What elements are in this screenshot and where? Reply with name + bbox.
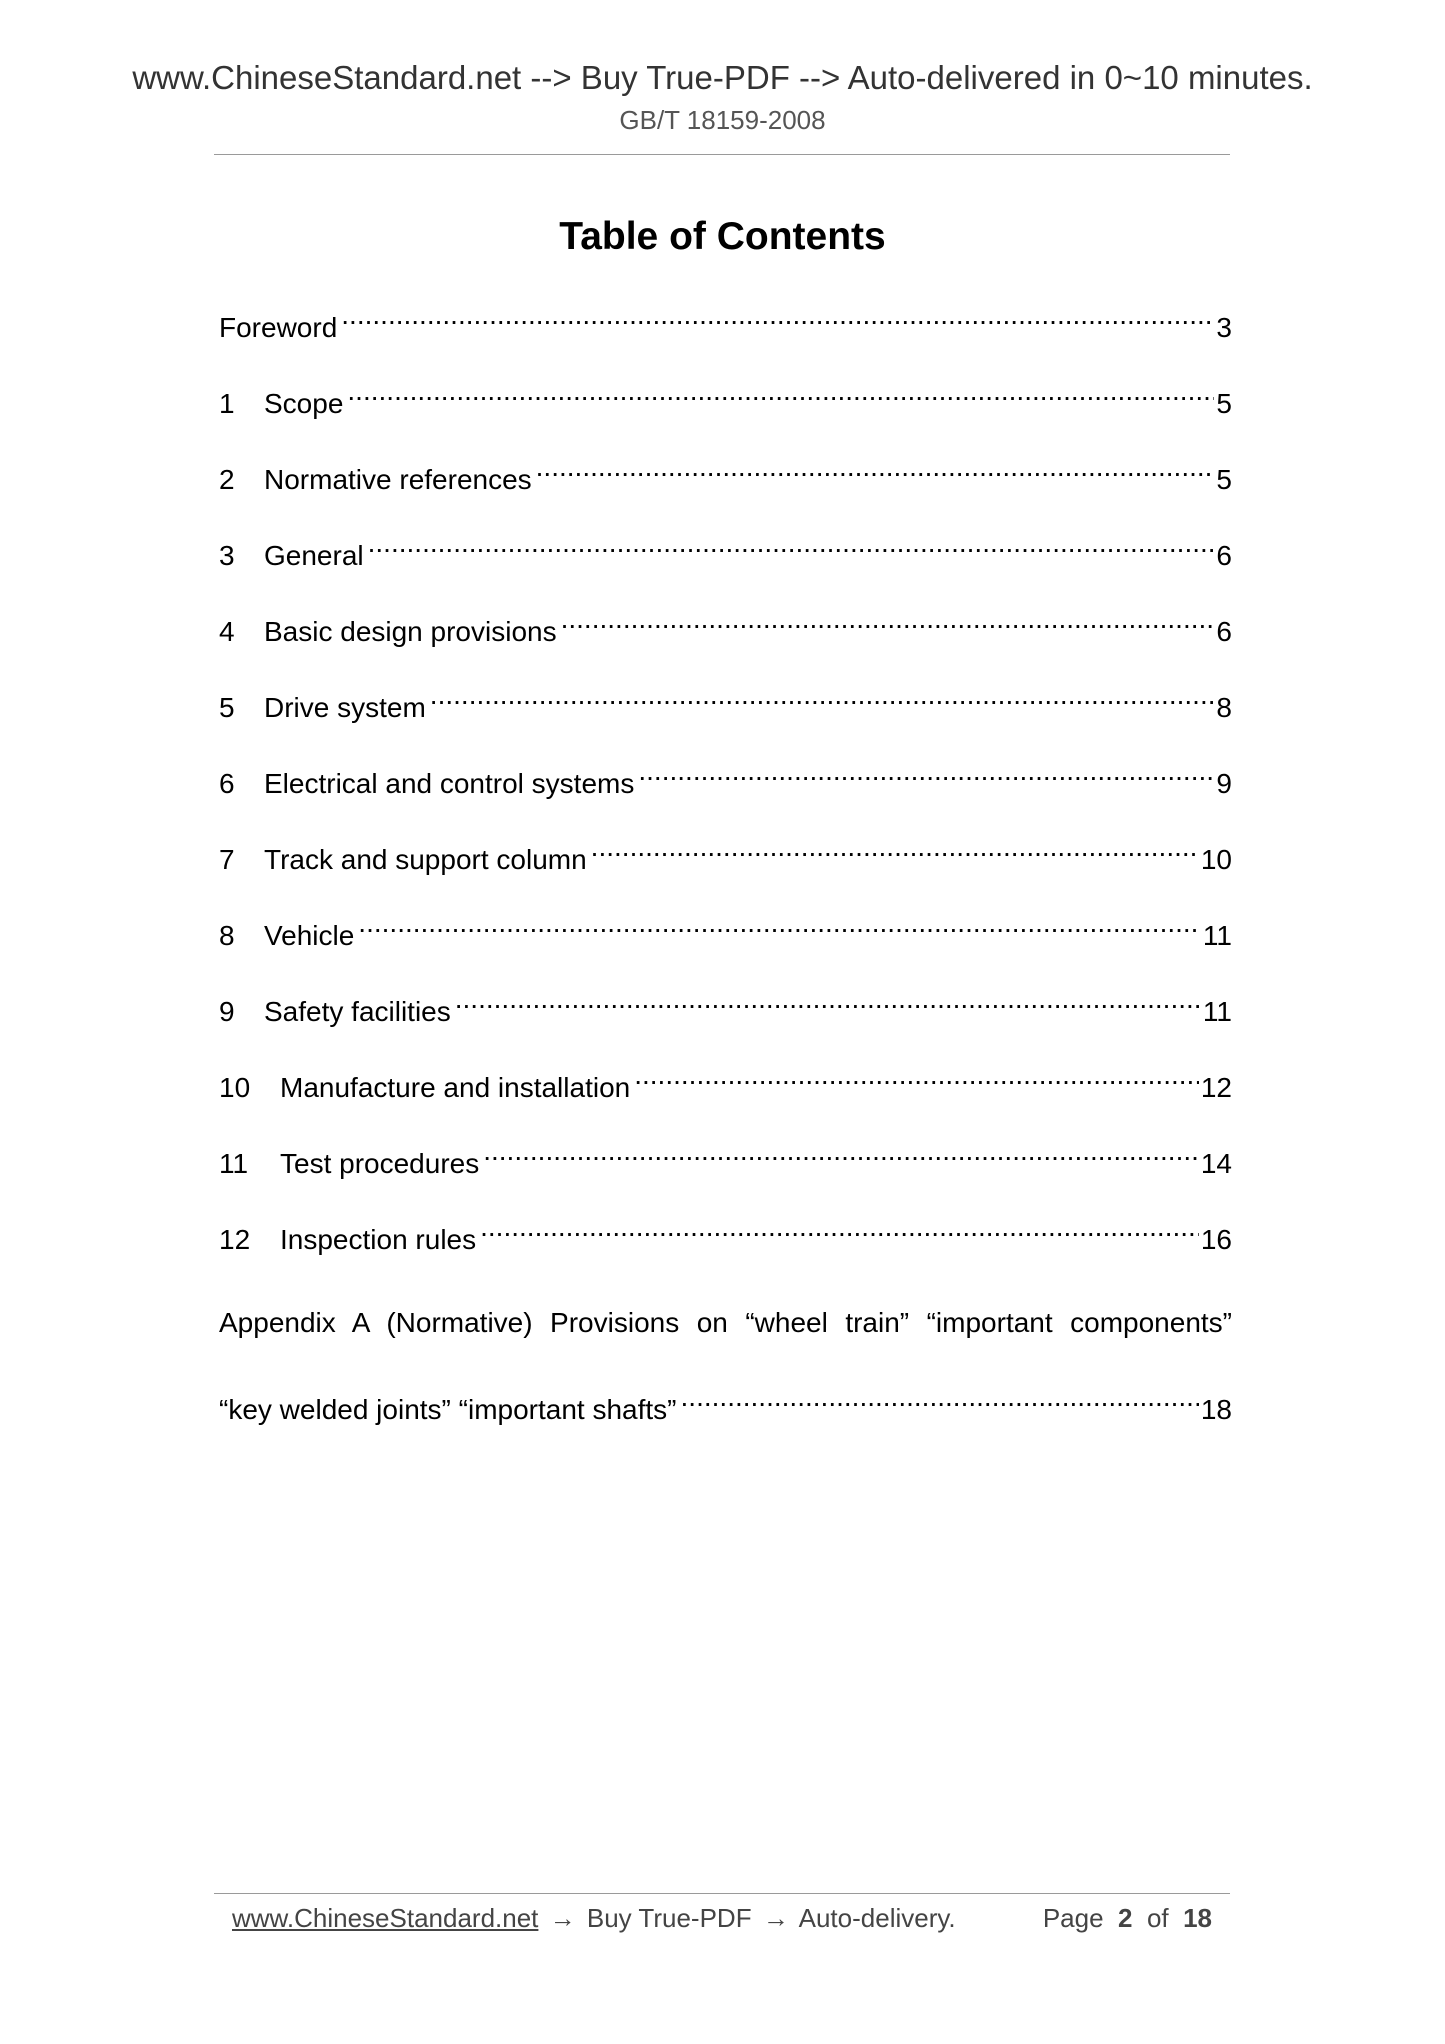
toc-entry-label: Basic design provisions [264,616,557,647]
toc-entry-label: Scope [264,388,344,419]
toc-entry-page: 3 [1216,312,1232,343]
toc-entry-number: 6 [219,768,235,799]
page-title: Table of Contents [559,215,886,258]
toc-entry[interactable] [219,601,1232,647]
toc-appendix-title[interactable]: Appendix A (Normative) Provisions on “wheel train” “important components” [219,1307,1232,1338]
toc-entry-appendix[interactable] [219,1379,1232,1425]
toc-entry-label: Drive system [264,692,426,723]
toc-leader-dots [368,525,1215,565]
toc-entry-number: 4 [219,616,235,647]
toc-entry-number: 12 [219,1224,251,1255]
toc-entry-label: Manufacture and installation [280,1072,631,1103]
toc-leader-dots [347,373,1214,413]
footer-divider [214,1893,1230,1894]
toc-entry-page: 18 [1200,1394,1232,1425]
toc-leader-dots [561,601,1215,641]
current-page: 2 [1118,1903,1133,1933]
toc-entry-number: 1 [219,388,235,419]
toc-entry-label: Track and support column [264,844,587,875]
footer-buy-text: Buy True-PDF [586,1903,752,1933]
toc-leader-dots [681,1379,1199,1419]
toc-entry[interactable] [219,1209,1232,1255]
page-footer [232,1898,1212,1938]
toc-entry-page: 5 [1216,388,1232,419]
toc-entry[interactable] [219,829,1232,875]
toc-entry[interactable] [219,677,1232,723]
page-of-word: of [1146,1903,1169,1933]
toc-entry-number: 9 [219,996,235,1027]
footer-delivery-text: Auto-delivery. [798,1903,956,1933]
toc-entry-number: 10 [219,1072,251,1103]
toc-entry-number: 11 [219,1148,249,1179]
toc-entry-page: 14 [1200,1148,1232,1179]
toc-leader-dots [536,449,1215,489]
toc-entry-page: 16 [1200,1224,1232,1255]
toc-entry-page: 9 [1216,768,1232,799]
toc-leader-dots [638,753,1214,793]
page-word: Page [1042,1903,1104,1933]
toc-leader-dots [358,905,1201,945]
toc-entry-number: 3 [219,540,235,571]
toc-entry[interactable] [219,525,1232,571]
toc-entry-label: General [264,540,364,571]
toc-entry-page: 8 [1216,692,1232,723]
toc-entry-label: Normative references [264,464,532,495]
toc-entry-number: 5 [219,692,235,723]
toc-entry-page: 12 [1200,1072,1232,1103]
toc-entry-page: 6 [1216,540,1232,571]
toc-entry-page: 11 [1202,996,1232,1027]
toc-entry[interactable] [219,981,1232,1027]
footer-site-link[interactable]: www.ChineseStandard.net [232,1903,539,1933]
toc-entry-label: Electrical and control systems [264,768,635,799]
toc-entry[interactable] [219,905,1232,951]
toc-leader-dots [591,829,1199,869]
footer-promo [232,1898,956,1938]
standard-number: GB/T 18159-2008 [619,105,826,135]
toc-entry[interactable] [219,753,1232,799]
right-arrow-icon: → [762,1903,789,1933]
toc-entry[interactable] [219,297,1232,343]
toc-leader-dots [634,1057,1199,1097]
header-banner: www.ChineseStandard.net --> Buy True-PDF --> Auto-delivered in 0~10 minutes. [132,59,1313,96]
toc-entry[interactable] [219,373,1232,419]
toc-entry-page: 5 [1216,464,1232,495]
page-number [1043,1898,1212,1938]
toc-leader-dots [480,1209,1199,1249]
toc-entry-number: 2 [219,464,235,495]
total-pages: 18 [1183,1903,1212,1933]
toc-entry-page: 11 [1202,920,1232,951]
toc-leader-dots [455,981,1201,1021]
toc-entry-label: Vehicle [264,920,355,951]
toc-entry[interactable] [219,1057,1232,1103]
toc-entry-label: Inspection rules [280,1224,477,1255]
header-divider [214,154,1230,155]
toc-leader-dots [341,297,1214,337]
toc-entry-page: 6 [1216,616,1232,647]
toc-entry-label: Foreword [219,312,338,343]
toc-entry[interactable] [219,1133,1232,1179]
right-arrow-icon: → [549,1903,576,1933]
toc-entry-number: 7 [219,844,235,875]
toc-entry-label: Safety facilities [264,996,451,1027]
toc-entry[interactable] [219,449,1232,495]
toc-leader-dots [430,677,1215,717]
toc-appendix-continuation: “key welded joints” “important shafts” [219,1394,677,1425]
toc-leader-dots [483,1133,1199,1173]
toc-entry-number: 8 [219,920,235,951]
toc-entry-page: 10 [1200,844,1232,875]
toc-entry-label: Test procedures [280,1148,480,1179]
